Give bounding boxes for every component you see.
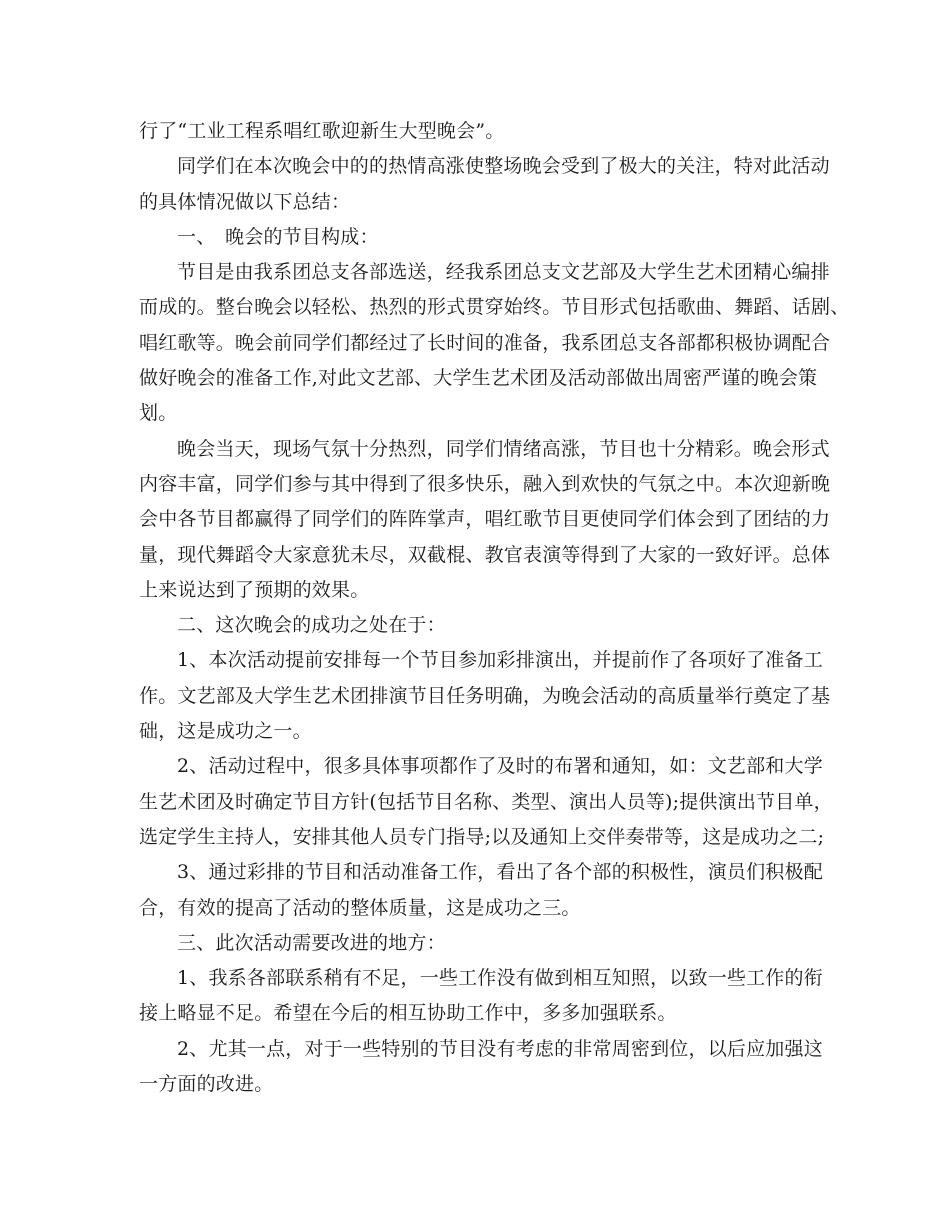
- text-line: 1、本次活动提前安排每一个节目参加彩排演出，并提前作了各项好了准备工: [177, 649, 823, 672]
- text-line: 行了“工业工程系唱红歌迎新生大型晚会”。: [139, 120, 505, 142]
- text-line: 的具体情况做以下总结：: [139, 190, 351, 213]
- text-line: 晚会当天，现场气氛十分热烈，同学们情绪高涨，节目也十分精彩。晚会形式: [177, 437, 830, 460]
- text-line: 2、尤其一点，对于一些特别的节目没有考虑的非常周密到位，以后应加强这: [177, 1037, 823, 1060]
- text-line: 础，这是成功之一。: [139, 720, 312, 743]
- text-line: 一、 晚会的节目构成：: [177, 225, 379, 248]
- text-line: 生艺术团及时确定节目方针(包括节目名称、类型、演出人员等);提供演出节目单，: [139, 790, 833, 813]
- text-line: 量，现代舞蹈令大家意犹未尽，双截棍、教官表演等得到了大家的一致好评。总体: [139, 543, 831, 566]
- text-line: 而成的。整台晚会以轻松、热烈的形式贯穿始终。节目形式包括歌曲、舞蹈、话剧、: [139, 296, 850, 319]
- text-line: 内容丰富，同学们参与其中得到了很多快乐，融入到欢快的气氛之中。本次迎新晚: [139, 472, 831, 495]
- text-line: 上来说达到了预期的效果。: [139, 578, 370, 601]
- text-line: 二、这次晚会的成功之处在于：: [177, 614, 446, 637]
- text-line: 会中各节目都赢得了同学们的阵阵掌声，唱红歌节目更使同学们体会到了团结的力: [139, 508, 831, 531]
- text-line: 选定学生主持人，安排其他人员专门指导;以及通知上交伴奏带等，这是成功之二;: [139, 825, 825, 848]
- text-line: 同学们在本次晚会中的的热情高涨使整场晚会受到了极大的关注，特对此活动: [177, 155, 830, 178]
- text-line: 接上略显不足。希望在今后的相互协助工作中，多多加强联系。: [139, 1002, 677, 1025]
- text-line: 3、通过彩排的节目和活动准备工作，看出了各个部的积极性，演员们积极配: [177, 861, 823, 884]
- text-line: 作。文艺部及大学生艺术团排演节目任务明确，为晚会活动的高质量举行奠定了基: [139, 684, 831, 707]
- document-body: [139, 114, 850, 1102]
- text-line: 1、我系各部联系稍有不足，一些工作没有做到相互知照，以致一些工作的衔: [177, 967, 823, 990]
- text-line: 唱红歌等。晚会前同学们都经过了长时间的准备，我系团总支各部都积极协调配合: [139, 331, 831, 354]
- text-line: 合，有效的提高了活动的整体质量，这是成功之三。: [139, 896, 581, 919]
- text-line: 2、活动过程中，很多具体事项都作了及时的布署和通知，如：文艺部和大学: [177, 755, 823, 778]
- text-line: 做好晚会的准备工作,对此文艺部、大学生艺术团及活动部做出周密严谨的晚会策: [139, 367, 818, 390]
- text-line: 三、此次活动需要改进的地方：: [177, 931, 446, 954]
- text-line: 一方面的改进。: [139, 1073, 274, 1096]
- text-line: 节目是由我系团总支各部选送，经我系团总支文艺部及大学生艺术团精心编排: [177, 261, 830, 284]
- text-line: 划。: [139, 402, 178, 425]
